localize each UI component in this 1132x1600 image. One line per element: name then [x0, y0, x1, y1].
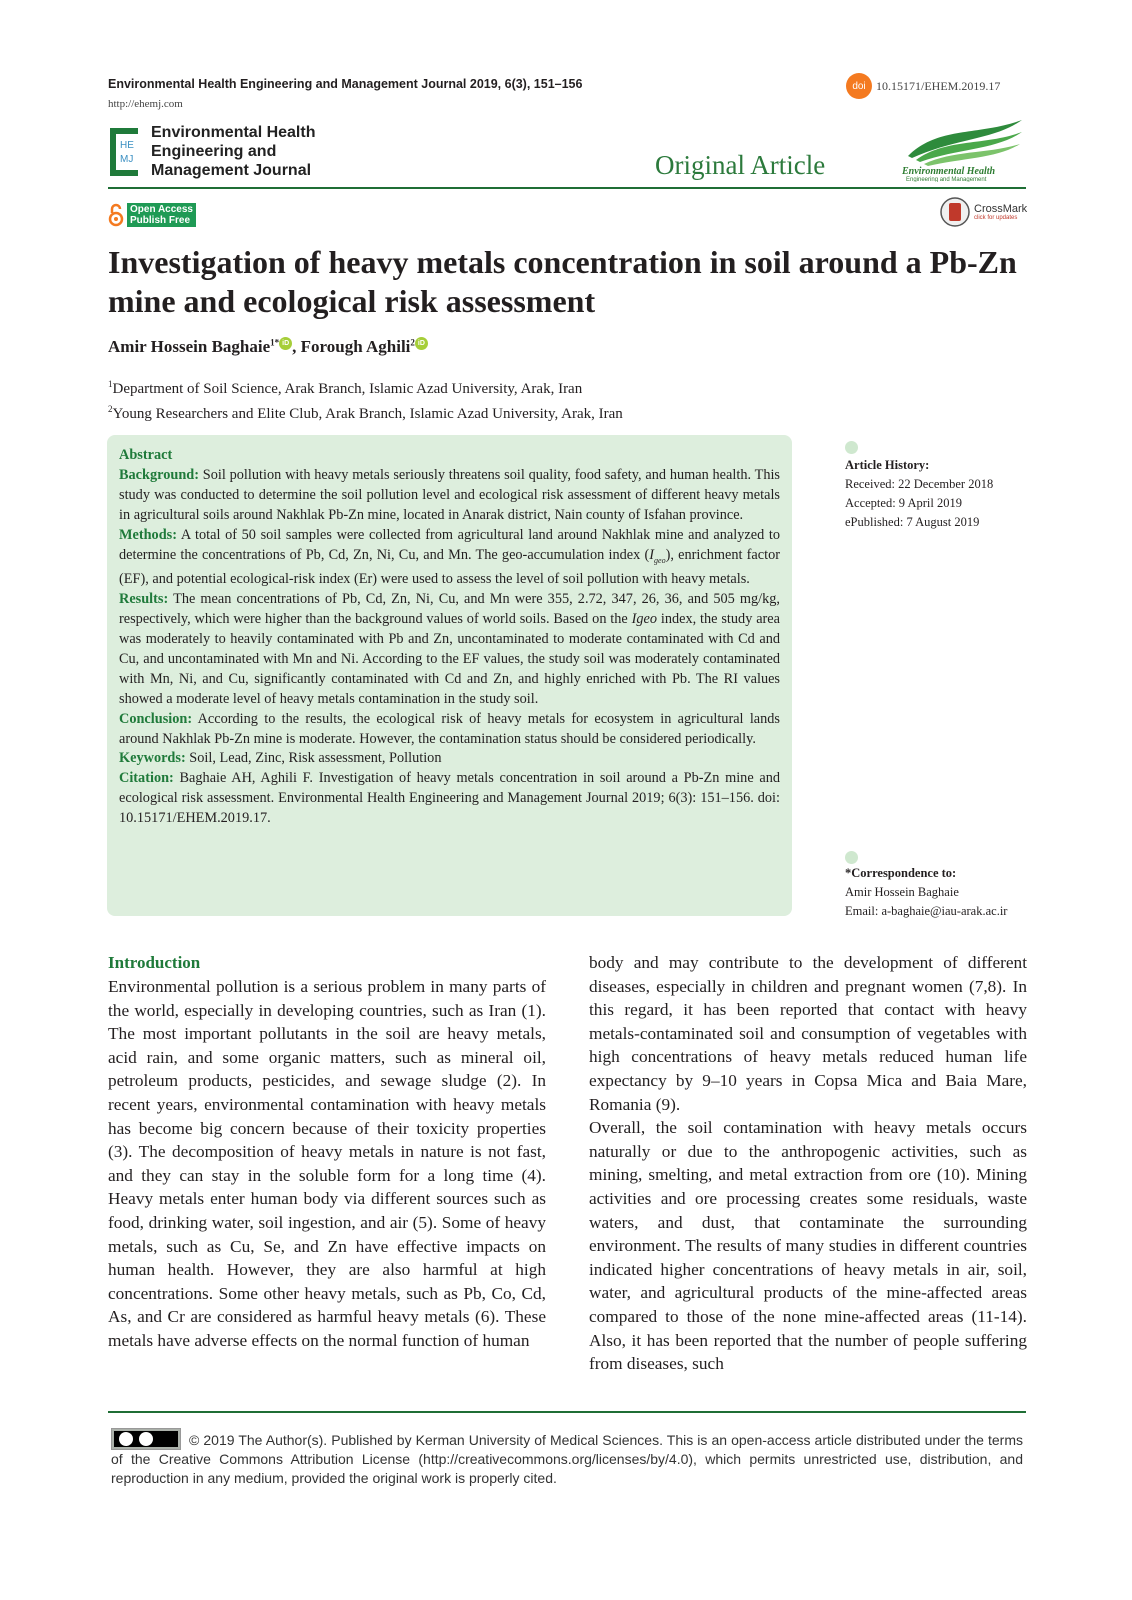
- abstract-citation: Citation: Baghaie AH, Aghili F. Investigation of heavy metals concentration in soil around a Pb-Zn mine and ecological risk assessment. Environmental Health Engineering and Management Journal 2019; 6(3): 151–156. doi: 10.15171/EHEM.2019.17.: [119, 770, 780, 827]
- header-divider: [108, 187, 1026, 189]
- history-bullet-icon: [845, 441, 858, 454]
- affiliation-item: $^1$Department of Soil Science, Arak Branch, Islamic Azad University, Arak, Iran: [108, 379, 583, 397]
- doi-icon: doi: [846, 73, 872, 99]
- abstract-results: Results: The mean concentrations of Pb, Cd, Zn, Ni, Cu, and Mn were 355, 2.72, 347, 26, 36, and 505 mg/kg, respectively, which were higher than the background values of world soils. Based on the Igeo index, the study area was moderately to heavily contaminated with Pb and Zn, uncontaminated to moderate contaminated with Cd and Cu, and uncontaminated with Mn and Ni. According to the EF values, the study soil was moderately contaminated with Mn, Ni, and Cu, significantly contaminated with Cd and Zn, and highly enriched with Pb. The RI values showed a moderate level of heavy metals contamination in the study soil.: [119, 591, 780, 707]
- article-history: Article History: Received: 22 December 2018 Accepted: 9 April 2019 ePublished: 7 August 2019: [845, 458, 994, 529]
- footer-divider: [108, 1411, 1026, 1413]
- abstract-text: [119, 446, 780, 829]
- doi-link[interactable]: [846, 73, 1000, 99]
- orcid-icon[interactable]: iD: [279, 337, 292, 350]
- correspondence-bullet-icon: [845, 851, 858, 864]
- journal-logo-icon: [108, 126, 140, 178]
- license-notice: © 2019 The Author(s). Published by Kerman University of Medical Sciences. This is an open-access article distributed under the terms of the Creative Commons Attribution License (http://creativecommons.org/licenses/by/4.0), which permits unrestricted use, distribution, and reproduction in any medium, provided the original work is properly cited.: [111, 1428, 1023, 1488]
- body-paragraph: Environmental pollution is a serious problem in many parts of the world, especially in developing countries, such as Iran (1). The most important pollutants in the soil are heavy metals, acid rain, and some organic matters, such as mineral oil, petroleum products, pesticides, and sewage sludge (2). In recent years, environmental contamination with heavy metals has become big concern because of their toxicity properties (3). The decomposition of heavy metals in nature is not fast, and they can stay in the soluble form for a long time (4). Heavy metals enter human body via different sources such as food, drinking water, soil ingestion, and air (5). Some of heavy metals, such as Cu, Se, and Zn have effective impacts on human health. However, they are also harmful at high concentrations. Some other heavy metals, such as Pb, Co, Cd, As, and Cr are considered as harmful heavy metals (6). These metals have adverse effects on the normal function of human: [108, 977, 546, 1350]
- journal-url-link[interactable]: http://ehemj.com: [108, 98, 183, 110]
- crossmark-sublabel: click for updates: [974, 215, 1018, 221]
- brand-logo-subtext: Engineering and Management: [906, 177, 987, 182]
- open-access-label: Open Access Publish Free: [127, 203, 196, 227]
- doi-text: 10.15171/EHEM.2019.17: [876, 78, 1001, 93]
- abstract-background: Background: Soil pollution with heavy metals seriously threatens soil quality, food safety, and human health. This study was conducted to determine the soil pollution level and ecological risk assessment of different heavy metals in agricultural soils around Nakhlak Pb-Zn mine, located in Anarak district, Nain county of Isfahan province.: [119, 466, 780, 523]
- article-type-label: Original Article: [655, 150, 826, 180]
- cc-by-license-icon[interactable]: [111, 1428, 181, 1450]
- crossmark-icon: [940, 197, 970, 227]
- brand-wave-logo-icon: [898, 118, 1026, 182]
- article-title: Investigation of heavy metals concentration in soil around a Pb-Zn mine and ecological risk assessment: [108, 244, 1017, 319]
- author-list: Amir Hossein Baghaie$^{1*}$ iD , Forough Aghili$^2$ iD: [108, 337, 428, 357]
- abstract-keywords: Keywords: Soil, Lead, Zinc, Risk assessment, Pollution: [119, 750, 442, 767]
- crossmark-button[interactable]: [940, 197, 1027, 227]
- affiliation-item: $^2$Young Researchers and Elite Club, Arak Branch, Islamic Azad University, Arak, Iran: [108, 404, 623, 422]
- body-paragraph: body and may contribute to the development of different diseases, especially in children and pregnant women (7,8). In this regard, it has been reported that contact with heavy metals-contaminated soil and consumption of vegetables with high concentrations of heavy metals reduced human life expectancy by 9–10 years in Copsa Mica and Baia Mare, Romania (9).: [589, 953, 1027, 1114]
- author-name: Forough Aghili: [300, 337, 411, 356]
- journal-name: Environmental Health Engineering and Management Journal: [151, 124, 316, 179]
- author-name: Amir Hossein Baghaie: [108, 337, 271, 356]
- logo-letters-he: HE: [120, 140, 134, 151]
- correspondence-email[interactable]: Email: a-baghaie@iau-arak.ac.ir: [845, 904, 1008, 918]
- open-access-badge[interactable]: [108, 203, 196, 227]
- abstract-methods: Methods: A total of 50 soil samples were collected from agricultural land around Nakhlak mine and analyzed to determine the concentrations of Pb, Cd, Zn, Ni, Cu, and Mn. The geo-accumulation index $(I_{geo})$, enrichment factor (EF), and potential ecological-risk index (Er) were used to assess the level of soil pollution with heavy metals.: [119, 526, 780, 588]
- orcid-icon[interactable]: iD: [415, 337, 428, 350]
- body-column-left: [108, 951, 546, 1353]
- logo-letters-mj: MJ: [120, 154, 134, 165]
- section-heading-introduction: Introduction: [108, 953, 201, 972]
- journal-citation-line: Environmental Health Engineering and Management Journal 2019, 6(3), 151–156: [108, 77, 583, 91]
- affiliations: [108, 374, 623, 424]
- body-column-right: [589, 951, 1027, 1376]
- crossmark-label: CrossMark: [974, 203, 1028, 215]
- open-access-lock-icon: [108, 203, 124, 227]
- abstract-heading: Abstract: [119, 447, 173, 463]
- brand-logo-text: Environmental Health: [902, 166, 996, 177]
- correspondence: *Correspondence to: Amir Hossein Baghaie Email: a-baghaie@iau-arak.ac.ir: [845, 864, 1007, 921]
- body-paragraph: Overall, the soil contamination with heavy metals occurs naturally or due to the anthropogenic activities, such as mining, smelting, and metal extraction from ore (10). Mining activities and ore processing creates some residuals, waste waters, and dust, that contaminate the surrounding environment. The results of many studies in different countries indicated higher concentrations of heavy metals in air, soil, water, and agricultural products of the mine-affected areas compared to those of the none mine-affected areas (11-14). Also, it has been reported that the number of people suffering from diseases, such: [589, 1118, 1027, 1374]
- abstract-conclusion: Conclusion: According to the results, the ecological risk of heavy metals for ecosystem in agricultural lands around Nakhlak Pb-Zn mine is moderate. However, the contamination status should be considered periodically.: [119, 710, 780, 747]
